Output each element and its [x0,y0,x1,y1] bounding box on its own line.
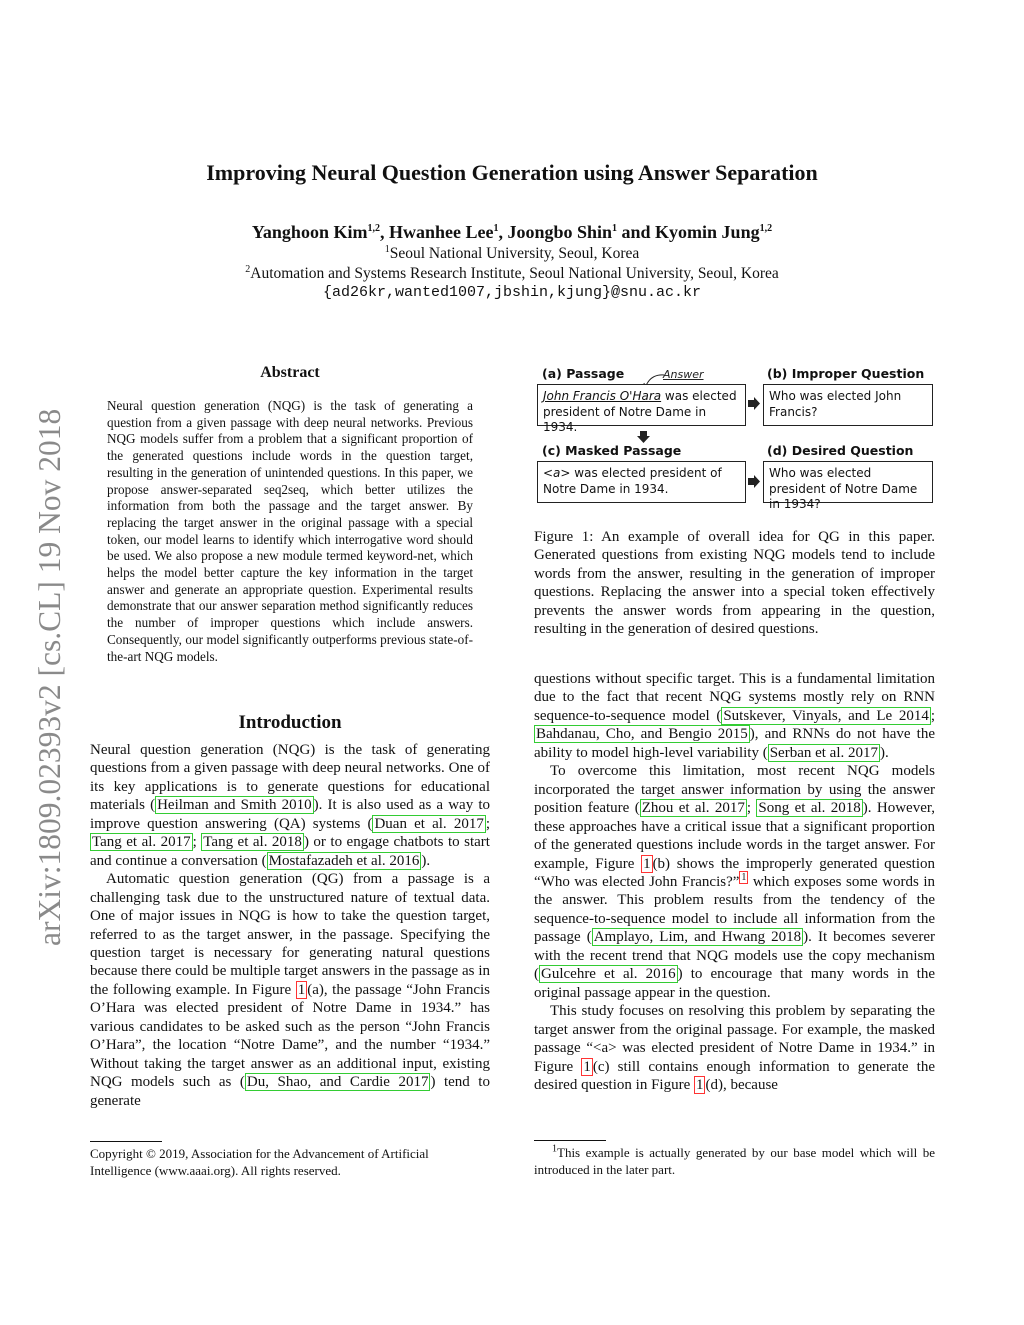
panel-d-label: (d) Desired Question [767,443,914,458]
footnote-ref-link[interactable]: 1 [741,871,747,883]
copyright-notice: Copyright © 2019, Association for the Advancement of Artificial Intelligence (www.aaai.org). All rights reserved. [90,1146,429,1178]
citation-link[interactable]: Mostafazadeh et al. 2016 [268,852,420,869]
panel-b-label: (b) Improper Question [767,366,925,381]
figure-ref-link[interactable]: 1 [695,1076,704,1093]
citation-link[interactable]: Heilman and Smith 2010 [157,797,312,814]
arrow-right-icon [748,397,761,410]
arrow-right-icon [748,475,761,488]
footnote-rule [534,1140,606,1141]
abstract-heading: Abstract [260,364,320,381]
citation-link[interactable]: Zhou et al. 2017 [641,800,745,817]
author-list: Yanghoon Kim$^{1,2}$, Hwanhee Lee$^1$, Joongbo Shin$^1$ and Kyomin Jung$^{1,2}$ [251,222,773,242]
intro-paragraph-3: questions without specific target. This is a fundamental limitation due to the fact that recent NQG systems mostly rely on RNN sequence-to-sequence model ( Sutskever, Vinyals, and Le 2014 ; Bahdanau, Cho, and Bengio 2015 ), and RNNs do not have the ability to model high-level variability ( Serban et al. 2017 ). [534,671,935,761]
figure-1-caption: Figure 1: An example of overall idea for QG in this paper. Generated questions from existing NQG models tend to include words from the answer, resulting in the generation of improper questions. Replacing the answer into a special token effectively prevents the answer words from appearing in the question, resulting in the generation of desired questions. [534,529,935,638]
left-column-body [90,741,490,1110]
passage-box: John Francis O'Hara was elected president of Notre Dame in 1934. [537,384,746,426]
desired-question-box: Who was elected president of Notre Dame in 1934? [763,461,933,503]
affiliation-2: $^2$Automation and Systems Research Institute, Seoul National University, Seoul, Korea [245,263,779,282]
author-affiliation-mark: 1 [493,223,499,234]
citation-link[interactable]: Song et al. 2018 [758,800,861,817]
intro-paragraph-5: This study focuses on resolving this problem by separating the target answer from the original passage. For example, the masked passage “<a> was elected president of Notre Dame in 1934.” in Figure 1 (c) still contains enough information to generate the desired question in Figure 1 (d), because [534,1003,935,1093]
author-name: Yanghoon Kim [251,222,368,242]
author-emails: {ad26kr,wanted1007,jbshin,kjung}@snu.ac.kr [322,284,702,301]
intro-paragraph-4: To overcome this limitation, most recent NQG models incorporated the target answer information by using the answer position feature ( Zhou et al. 2017 ; Song et al. 2018 ). However, these approaches have a critical issue that a significant proportion of the generated questions include words in the target answer. For example, Figure 1 (b) shows the improperly generated question “Who was elected John Francis?” $^1$ which exposes some words in the answer. This problem results from the tendency of the sequence-to-sequence model to include all information from the passage ( Amplayo, Lim, and Hwang 2018 ). It becomes severer with the recent trend that NQG models use the copy mechanism ( Gulcehre et al. 2016 ) to encourage that many words in the original passage appear in the question. [534,763,936,1001]
footnote-rule [90,1141,162,1142]
improper-question-box: Who was elected John Francis? [763,384,933,426]
citation-link[interactable]: Bahdanau, Cho, and Bengio 2015 [536,726,748,743]
figure-1 [534,362,935,512]
citation-link[interactable]: Amplayo, Lim, and Hwang 2018 [593,929,802,946]
citation-link[interactable]: Duan et al. 2017 [374,815,484,832]
intro-paragraph-1: Neural question generation (NQG) is the task of generating questions from a given passage with deep neural networks. One of its key applications is to generate questions for educational materials ( Heilman and Smith 2010 ). It is also used as a way to improve question answering (QA) systems ( Duan et al. 2017 ; Tang et al. 2017 ; Tang et al. 2018 ) or to engage chatbots to start and continue a conversation ( Mostafazadeh et al. 2016 ). [90,742,491,869]
figure-ref-link[interactable]: 1 [583,1058,591,1075]
author-name: Joongbo Shin [507,222,613,242]
figure-ref-link[interactable]: 1 [643,855,651,872]
masked-passage-box: <a> was elected president of Notre Dame in 1934. [537,461,746,503]
footnote-1: $^1$This example is actually generated by our base model which will be introduced in the later part. [534,1143,935,1177]
author-affiliation-mark: 1 [612,223,618,234]
citation-link[interactable]: Sutskever, Vinyals, and Le 2014 [723,707,929,724]
author-affiliation-mark: 1,2 [759,223,773,234]
answer-annotation: Answer [663,368,704,381]
arrow-down-icon [637,431,650,443]
arxiv-identifier: arXiv:1809.02393v2 [cs.CL] 19 Nov 2018 [32,408,67,946]
paper-title: Improving Neural Question Generation using Answer Separation [206,160,818,185]
author-affiliation-mark: 1,2 [367,223,380,234]
panel-c-label: (c) Masked Passage [542,443,682,458]
abstract-text: Neural question generation (NQG) is the task of generating a question from a given passage with deep neural networks. Previous NQG models suffer from a problem that a significant proportion of the generated questions include words in the question target, resulting in the generation of unintended questions. In this paper, we propose answer-separated seq2seq, which better utilizes the information from both the passage and the target answer. By replacing the target answer in the original passage with a special token, our model learns to identify which interrogative word should be used. We also propose a new module termed keyword-net, which helps the model better capture the key information in the target answer and generate an appropriate question. Experimental results demonstrate that our answer separation method significantly reduces the number of improper questions which include answers. Consequently, our model significantly outperforms previous state-of-the-art NQG models. [107,398,473,664]
introduction-heading: Introduction [238,712,342,733]
intro-paragraph-2: Automatic question generation (QG) from a passage is a challenging task due to the unstructured nature of textual data. One of major issues in NQG is how to take the question target, referred to as the target answer, in the passage. Specifying the question target is necessary for generating natural questions because there could be multiple target answers in the passage as in the following example. In Figure 1 (a), the passage “John Francis O’Hara was elected president of Notre Dame in 1934.” has various candidates to be asked such as the person “John Francis O’Hara”, the location “Notre Dame”, and the number “1934.” Without taking the target answer as an additional input, existing NQG models such as ( Du, Shao, and Cardie 2017 ) tend to generate [90,871,490,1109]
citation-link[interactable]: Serban et al. 2017 [769,744,879,761]
citation-link[interactable]: Tang et al. 2018 [203,834,302,851]
right-column-body [534,670,935,1094]
panel-a-label: (a) Passage [542,366,625,381]
author-name: Hwanhee Lee [388,222,494,242]
citation-link[interactable]: Tang et al. 2017 [92,834,191,851]
figure-ref-link[interactable]: 1 [297,981,306,998]
affiliation-1: $^1$Seoul National University, Seoul, Korea [384,243,640,262]
citation-link[interactable]: Du, Shao, and Cardie 2017 [246,1074,429,1091]
citation-link[interactable]: Gulcehre et al. 2016 [541,966,676,983]
author-name: Kyomin Jung [655,222,760,242]
